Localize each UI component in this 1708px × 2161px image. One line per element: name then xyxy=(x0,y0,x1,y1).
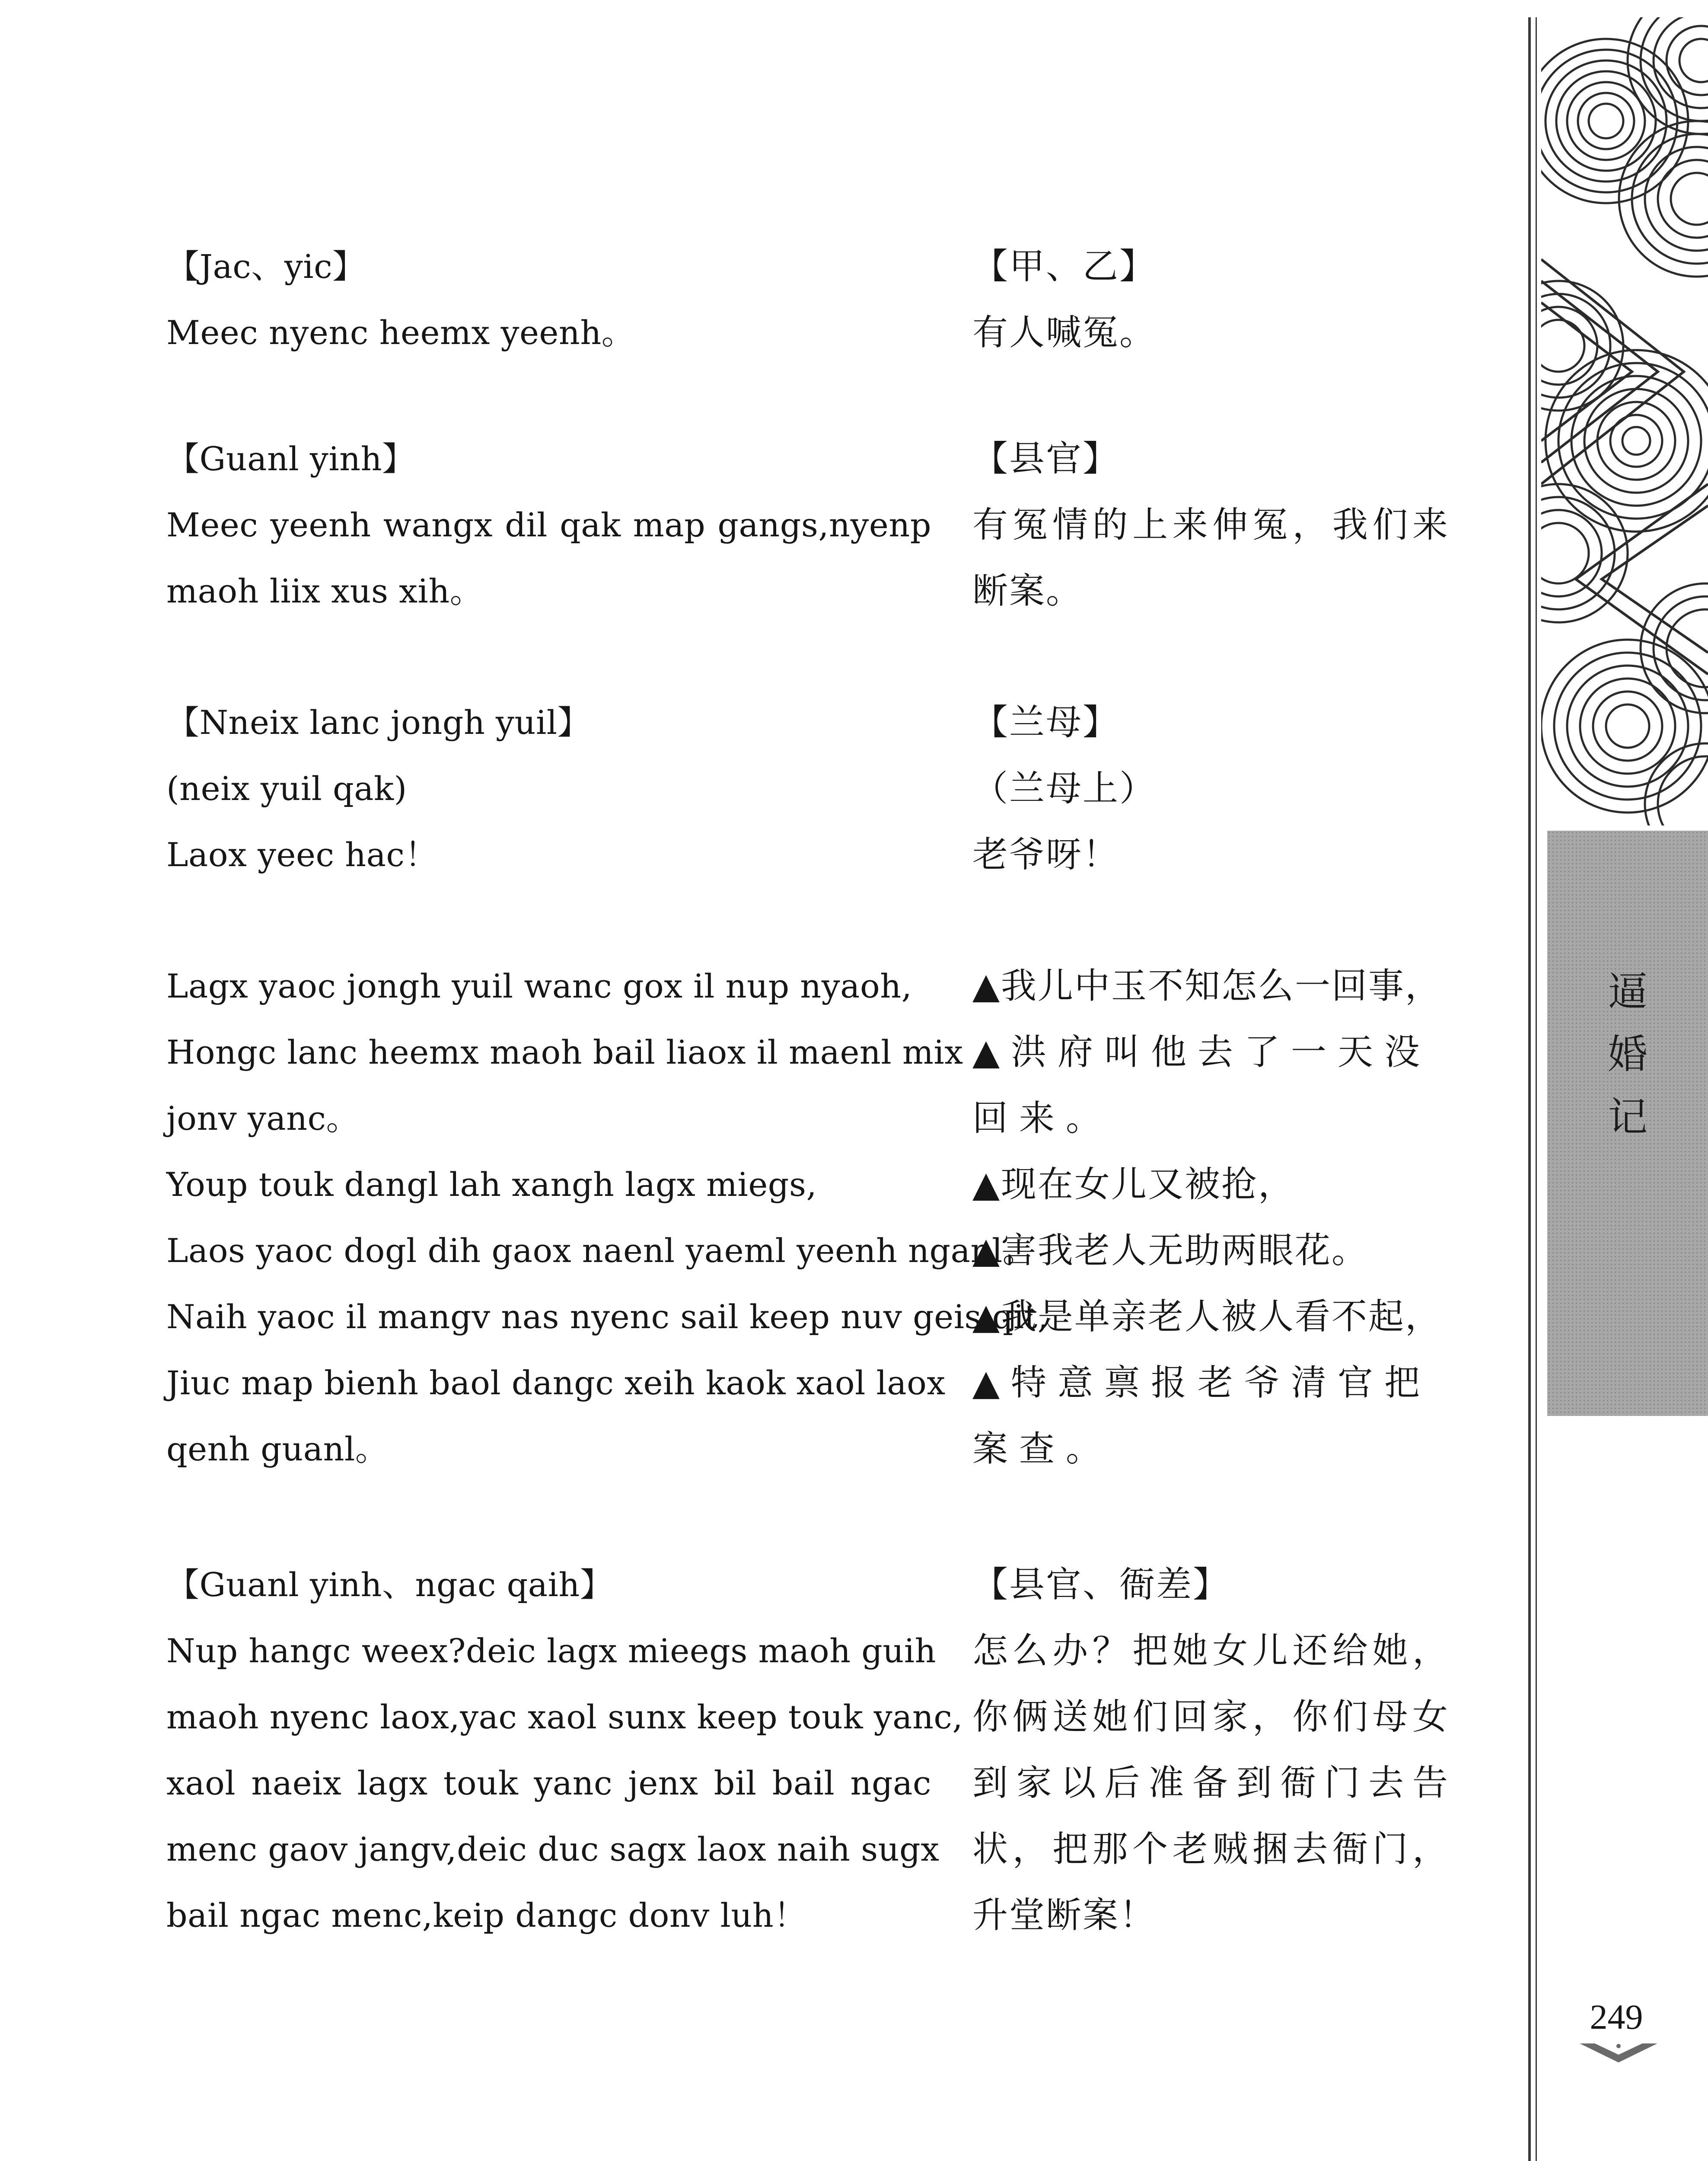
chinese-text xyxy=(972,233,1448,366)
chinese-line: 有人喊冤。 xyxy=(972,312,1157,353)
dong-line: qenh guanl。 xyxy=(166,1430,389,1468)
chinese-line: 断案。 xyxy=(972,571,1083,612)
chinese-line: 升堂断案！ xyxy=(972,1895,1157,1936)
chinese-text xyxy=(972,1552,1448,1948)
dong-line: 【Jac、yic】 xyxy=(166,247,366,286)
dong-text xyxy=(166,426,931,624)
chapter-title-char: 记 xyxy=(1607,1094,1647,1140)
chinese-line: 【甲、乙】 xyxy=(972,246,1157,287)
dong-line: (neix yuil qak) xyxy=(166,769,407,808)
chinese-line: 到家以后准备到衙门去告 xyxy=(972,1763,1448,1804)
chinese-line: 案查。 xyxy=(972,1428,1113,1469)
dong-line: Naih yaoc il mangv nas nyenc sail keep nuv geis qit, xyxy=(166,1297,1048,1336)
page-number-ornament xyxy=(1577,2040,1660,2066)
margin-rule-inner xyxy=(1536,17,1537,2161)
dong-line: menc gaov jangv,deic duc sagx laox naih sugx xyxy=(166,1830,940,1868)
chinese-line: ▲害我老人无助两眼花。 xyxy=(972,1230,1369,1271)
dong-line: jonv yanc。 xyxy=(166,1099,360,1138)
chinese-text xyxy=(972,426,1448,624)
chinese-line: 有冤情的上来伸冤，我们来 xyxy=(972,504,1448,545)
chinese-line: ▲我儿中玉不知怎么一回事， xyxy=(972,966,1442,1007)
dong-line: maoh nyenc laox,yac xaol sunx keep touk yanc, xyxy=(166,1698,963,1736)
dong-line: Lagx yaoc jongh yuil wanc gox il nup nyaoh, xyxy=(166,967,912,1005)
dong-line: Nup hangc weex?deic lagx mieegs maoh guih xyxy=(166,1632,937,1670)
chapter-title-char: 婚 xyxy=(1607,1031,1647,1077)
dong-line: Laox yeec hac！ xyxy=(166,835,438,874)
chinese-line: 怎么办？把她女儿还给她， xyxy=(972,1630,1448,1671)
dong-line: 【Guanl yinh】 xyxy=(166,440,415,478)
chinese-line: 【县官、衙差】 xyxy=(972,1564,1230,1605)
chinese-line: ▲现在女儿又被抢， xyxy=(972,1164,1295,1205)
chapter-tab xyxy=(1547,831,1708,1416)
dong-line: xaol naeix lagx touk yanc jenx bil bail ngac xyxy=(166,1764,931,1802)
dong-line: 【Guanl yinh、ngac qaih】 xyxy=(166,1565,613,1604)
chinese-line: 回来。 xyxy=(972,1098,1113,1139)
chinese-line: ▲特意禀报老爷清官把 xyxy=(972,1362,1431,1403)
dong-line: Youp touk dangl lah xangh lagx miegs, xyxy=(166,1165,817,1204)
chinese-line: ▲我是单亲老人被人看不起， xyxy=(972,1296,1442,1337)
dong-text xyxy=(166,1552,963,1948)
chinese-line: ▲洪府叫他去了一天没 xyxy=(972,1032,1431,1073)
dong-line: 【Nneix lanc jongh yuil】 xyxy=(166,703,591,742)
chinese-text xyxy=(972,689,1448,888)
dong-text xyxy=(166,689,931,888)
dong-line: maoh liix xus xih。 xyxy=(166,572,483,610)
margin-rule xyxy=(1528,17,1531,2161)
dong-line: Jiuc map bienh baol dangc xeih kaok xaol laox xyxy=(166,1364,946,1402)
chinese-line: 【县官】 xyxy=(972,438,1120,479)
dong-line: Hongc lanc heemx maoh bail liaox il maenl mix xyxy=(166,1033,963,1071)
chinese-line: 老爷呀！ xyxy=(972,834,1120,875)
chapter-title xyxy=(1547,960,1708,1148)
dong-line: Laos yaoc dogl dih gaox naenl yaeml yeenh nganl。 xyxy=(166,1231,1036,1270)
chinese-line: 你俩送她们回家，你们母女 xyxy=(972,1696,1448,1737)
chinese-line: 【兰母】 xyxy=(972,702,1120,743)
chapter-title-char: 逼 xyxy=(1607,969,1647,1015)
chinese-line: （兰母上） xyxy=(972,768,1157,809)
dong-text xyxy=(166,233,931,366)
dong-line: Meec nyenc heemx yeenh。 xyxy=(166,313,635,352)
cloud-pattern-ornament xyxy=(1541,17,1708,826)
chinese-line: 状，把那个老贼捆去衙门， xyxy=(972,1829,1448,1870)
dong-line: Meec yeenh wangx dil qak map gangs,nyenp xyxy=(166,506,931,544)
dong-line: bail ngac menc,keip dangc donv luh！ xyxy=(166,1896,807,1935)
page-number: 249 xyxy=(1590,1997,1643,2037)
chinese-text xyxy=(972,953,1448,1482)
